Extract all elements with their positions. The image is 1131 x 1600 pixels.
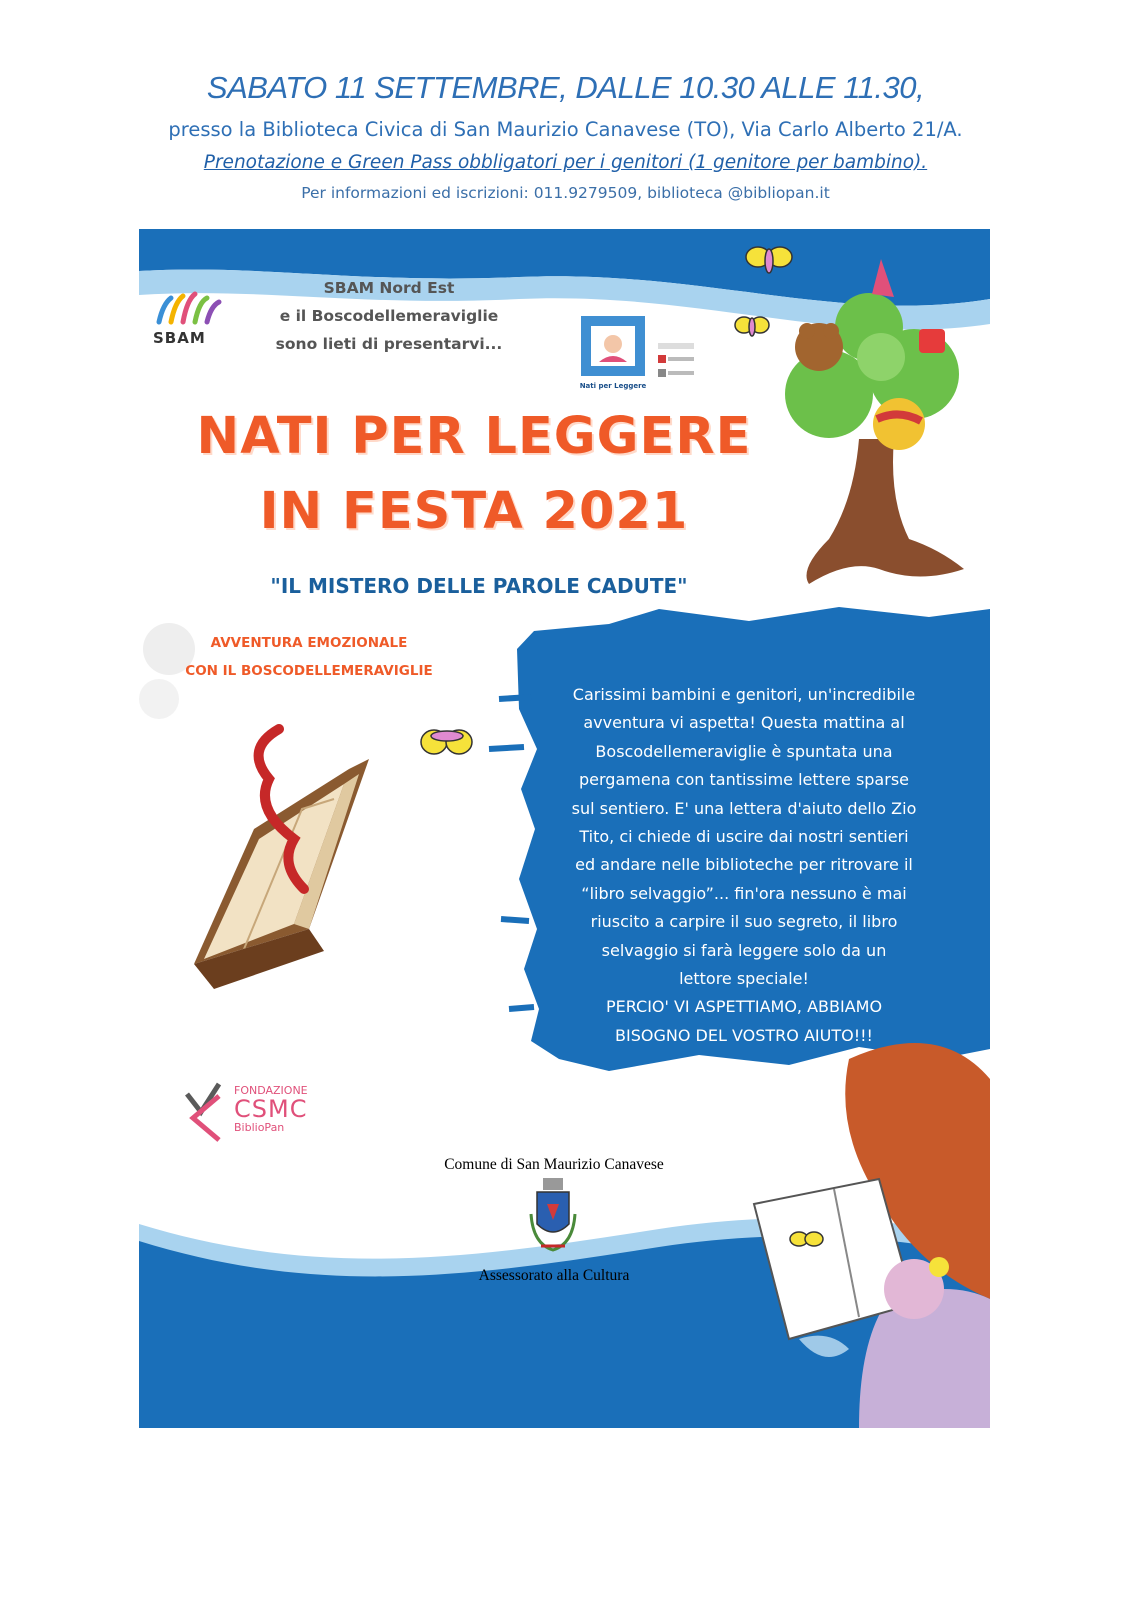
regione-logos-icon [654, 339, 699, 389]
story-line: riuscito a carpire il suo segreto, il libro [590, 912, 898, 932]
story-line: pergamena con tantissime lettere sparse [579, 770, 909, 790]
event-date: SABATO 11 SETTEMBRE, DALLE 10.30 ALLE 11.30, [206, 70, 925, 105]
npl-logo-text: Nati per Leggere [579, 382, 647, 390]
bibliopan-label: BiblioPan [234, 1121, 285, 1134]
poster-title [154, 399, 794, 549]
adventure-label [159, 629, 459, 685]
old-book-illustration [184, 689, 424, 999]
booking-notice: Prenotazione e Green Pass obbligatori per i genitori (1 genitore per bambino). [203, 152, 928, 173]
title-line: NATI PER LEGGERE [196, 407, 752, 466]
story-line: Tito, ci chiede di uscire dai nostri sentieri [579, 827, 909, 847]
butterfly-icon [744, 239, 794, 284]
adventure-line: CON IL BOSCODELLEMERAVIGLIE [185, 663, 433, 679]
intro-line: sono lieti di presentarvi... [275, 335, 503, 353]
intro-line: SBAM Nord Est [323, 279, 455, 297]
sbam-label: SBAM [153, 329, 206, 347]
title-line: IN FESTA 2021 [259, 482, 689, 541]
comune-label: Comune di San Maurizio Canavese [444, 1156, 664, 1173]
intro-line: e il Boscodellemeraviglie [279, 307, 499, 325]
story-line: BISOGNO DEL VOSTRO AIUTO!!! [615, 1025, 873, 1045]
child-reading-illustration [739, 1039, 990, 1428]
poster-subtitle: "IL MISTERO DELLE PAROLE CADUTE" [270, 574, 688, 598]
event-poster [139, 229, 990, 1428]
story-text [534, 681, 954, 1050]
story-line: ed andare nelle biblioteche per ritrovare il [575, 855, 913, 875]
story-line: selvaggio si farà leggere solo da un [601, 940, 887, 960]
assessorato-label: Assessorato alla Cultura [478, 1267, 630, 1284]
fondazione-label: FONDAZIONE [234, 1084, 308, 1097]
adventure-line: AVVENTURA EMOZIONALE [210, 635, 408, 651]
story-line: Boscodellemeraviglie è spuntata una [595, 741, 893, 761]
intro-text [259, 274, 519, 358]
story-line: “libro selvaggio”... fin'ora nessuno è mai [581, 883, 907, 903]
nati-per-leggere-logo [579, 314, 649, 399]
csmc-label: CSMC [234, 1095, 308, 1123]
story-line: PERCIO' VI ASPETTIAMO, ABBIAMO [605, 997, 883, 1017]
story-line: avventura vi aspetta! Questa mattina al [583, 713, 905, 733]
butterfly-icon [734, 311, 770, 343]
event-venue: presso la Biblioteca Civica di San Maurizio Canavese (TO), Via Carlo Alberto 21/A. [168, 118, 963, 141]
story-line: lettore speciale! [679, 969, 809, 989]
contact-info: Per informazioni ed iscrizioni: 011.9279509, biblioteca @bibliopan.it [301, 184, 830, 202]
coat-of-arms-icon [523, 1174, 583, 1264]
story-line: sul sentiero. E' una lettera d'aiuto dello Zio [571, 798, 917, 818]
butterfly-icon [419, 714, 474, 769]
toy-tree-illustration [769, 239, 984, 589]
story-line: Carissimi bambini e genitori, un'incredibile [572, 685, 916, 704]
